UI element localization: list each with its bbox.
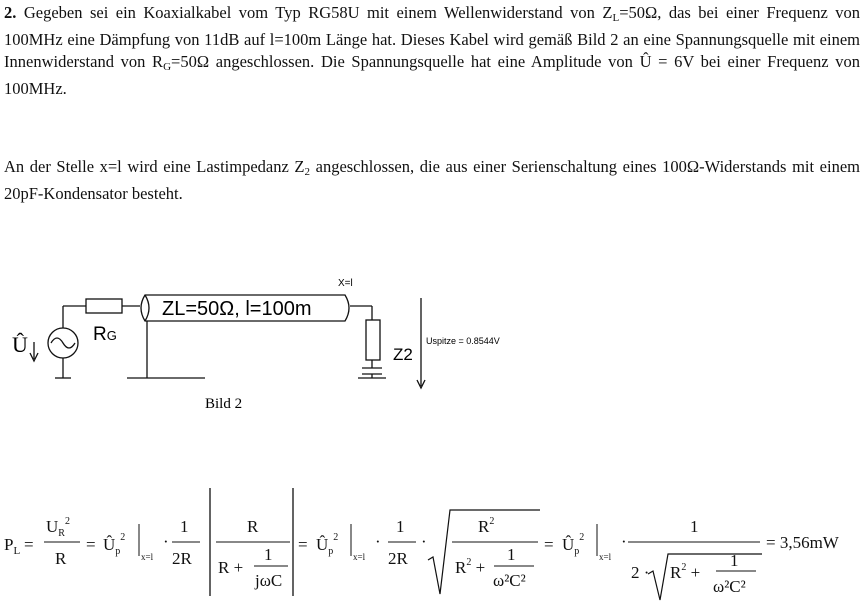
problem-text <box>4 2 860 100</box>
svg-text:·: · <box>375 532 381 551</box>
svg-text:·: · <box>163 532 169 551</box>
source-label: Û <box>12 332 28 357</box>
rg-subscript: G <box>163 61 172 73</box>
resistor-rg-icon <box>86 299 122 313</box>
eq-ur: $U_R^2$ <box>46 516 70 539</box>
eq-up-2: $Û_p^2$ <box>316 532 339 557</box>
problem-text-part3: =50Ω angeschlossen. Die Spannungsquelle hat eine Amplitude von Û = 6V bei einer Frequenz von 100MHz. <box>4 52 860 98</box>
eq-one-5: 1 <box>690 517 699 536</box>
circuit-diagram <box>0 262 866 422</box>
load-text-part1: An der Stelle x=l wird eine Lastimpedanz Z <box>4 157 305 176</box>
x-marker: X=l <box>338 278 353 289</box>
power-equation <box>0 478 866 608</box>
load-description <box>4 156 860 205</box>
problem-text-part1: Gegeben sei ein Koaxialkabel vom Typ RG58U mit einem Wellenwiderstand von Z <box>23 3 613 22</box>
eq-pl: $P_L$ <box>4 535 21 557</box>
eq-two-dot: 2 · <box>631 563 650 582</box>
eq-one-1: 1 <box>180 517 189 536</box>
problem-number: 2. <box>4 3 17 22</box>
eq-result: = 3,56mW <box>766 533 839 552</box>
z2-subscript: 2 <box>304 166 311 178</box>
svg-text:R +: R + <box>218 558 244 577</box>
eq-jwc: jωC <box>255 571 283 590</box>
eq-one-2: 1 <box>264 545 273 564</box>
eq-xl-3: x=l <box>599 552 612 562</box>
figure-caption: Bild 2 <box>205 396 243 412</box>
eq-r2-num: $R^2$ <box>478 516 495 536</box>
problem-text-part2: =50Ω, das bei einer Frequenz von 100MHz eine Dämpfung von 11dB auf l=100m Länge hat. Dieses Kabel wird gemäß Bild 2 an eine Spannungsquelle mit einem Innenwiderstand von R <box>4 3 860 71</box>
uspitze-label: Uspitze = 0.8544V <box>426 336 500 346</box>
svg-text:·: · <box>621 532 627 551</box>
zl-subscript: L <box>612 12 620 24</box>
eq-w2c2-1: ω²C² <box>493 571 526 590</box>
svg-text:=: = <box>298 535 308 554</box>
eq-xl-2: x=l <box>353 552 366 562</box>
eq-up-3: $Û_p^2$ <box>562 532 585 557</box>
svg-text:R2 +: $R^2$ + <box>455 557 486 577</box>
eq-2r-2: 2R <box>388 549 408 568</box>
svg-text:R2 +: $R^2$ + <box>670 562 701 582</box>
load-text-part2: angeschlossen, die aus einer Serienschaltung eines 100Ω-Widerstands mit einem 20pF-Kondensator besteht. <box>4 157 860 203</box>
eq-r-num: R <box>247 517 259 536</box>
eq-one-3: 1 <box>396 517 405 536</box>
sine-wave-icon <box>51 338 75 348</box>
svg-text:=: = <box>86 535 96 554</box>
rg-label: RG <box>93 324 117 345</box>
eq-one-4: 1 <box>507 545 516 564</box>
cable-label: ZL=50Ω, l=100m <box>162 298 312 320</box>
eq-2r-1: 2R <box>172 549 192 568</box>
svg-text:·: · <box>421 532 427 551</box>
eq-xl-1: x=l <box>141 552 154 562</box>
load-resistor-icon <box>366 320 380 360</box>
eq-up-1: $Û_p^2$ <box>103 532 126 557</box>
eq-r-denominator: R <box>55 549 67 568</box>
svg-text:=: = <box>544 535 554 554</box>
eq-w2c2-2: ω²C² <box>713 577 746 596</box>
z2-label: Z2 <box>393 345 413 364</box>
svg-text:=: = <box>24 535 34 554</box>
eq-one-6: 1 <box>730 551 739 570</box>
